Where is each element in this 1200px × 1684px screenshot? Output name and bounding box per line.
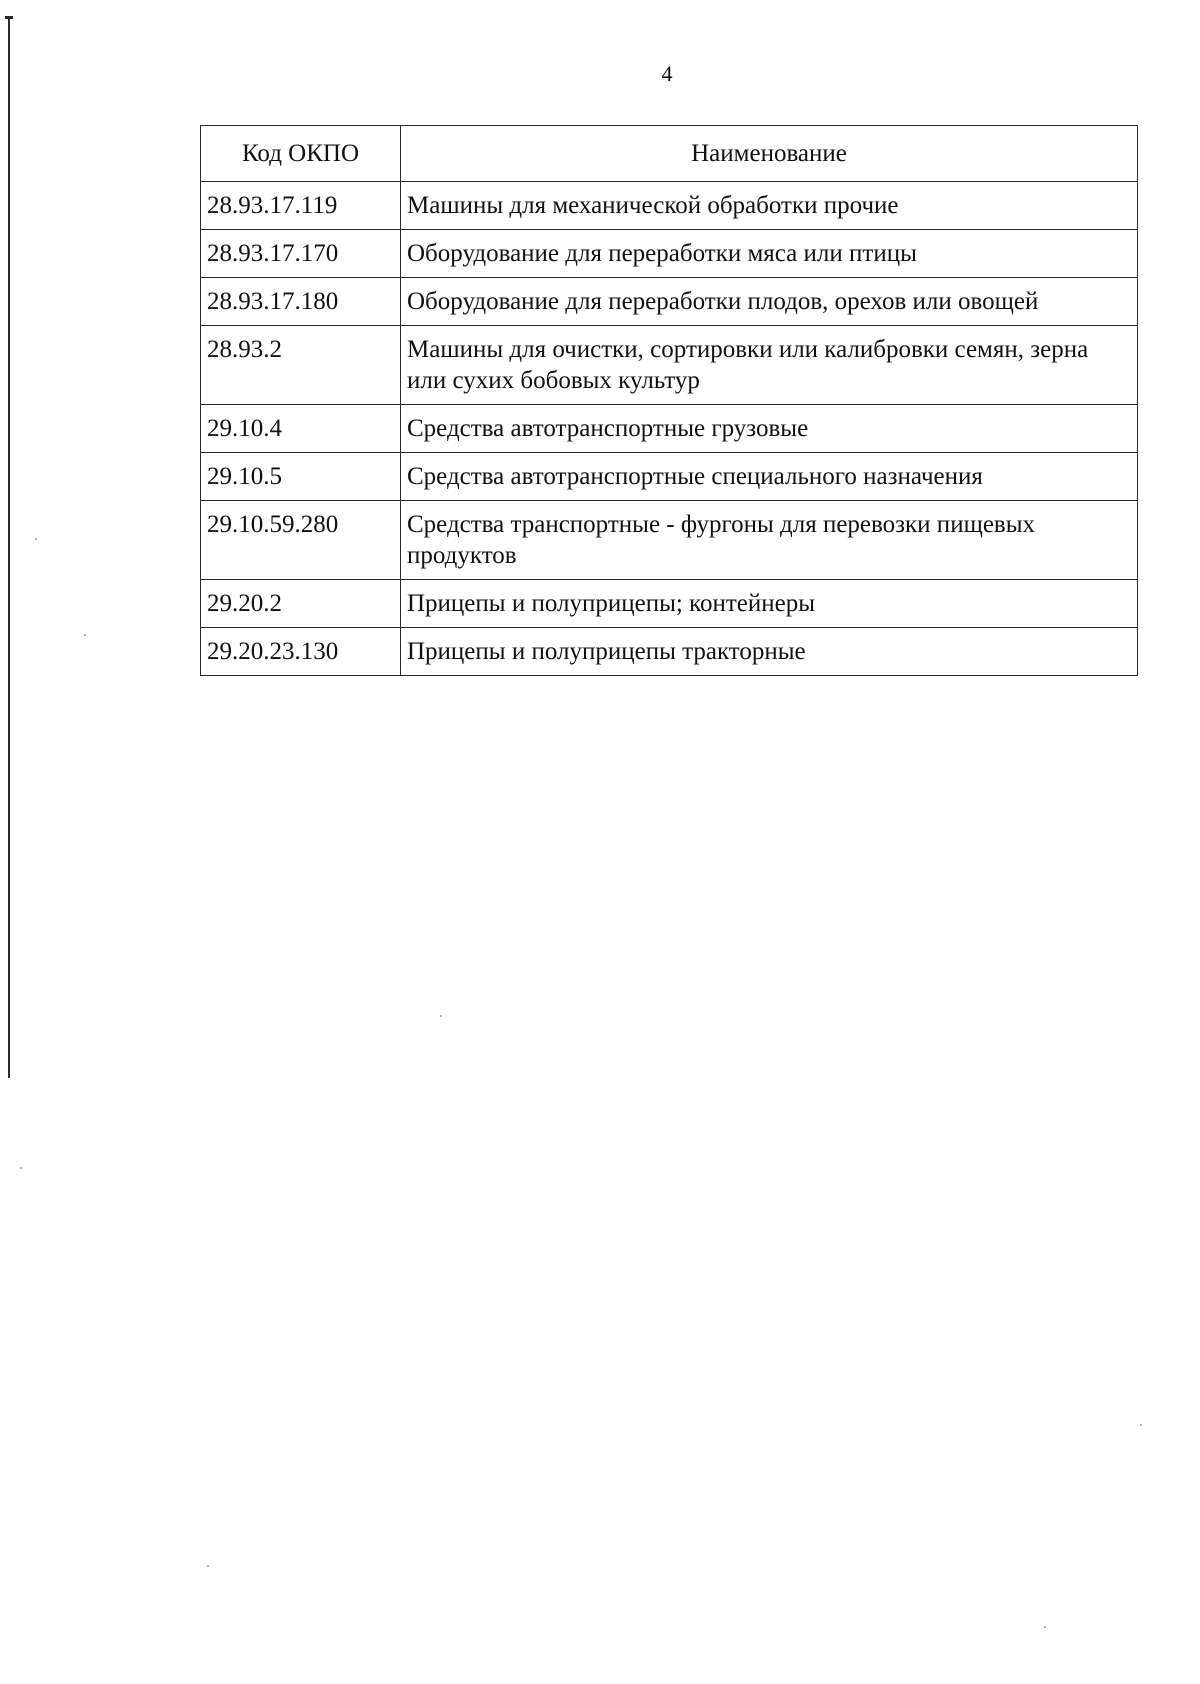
okpo-code-cell: 29.20.23.130: [201, 628, 401, 676]
table-row: [201, 501, 1138, 580]
page-number: 4: [661, 61, 673, 86]
okpo-code-cell: 28.93.17.180: [201, 278, 401, 326]
table-body: [201, 182, 1138, 676]
okpo-code-cell: 29.10.5: [201, 453, 401, 501]
okpo-code-cell: 28.93.17.170: [201, 230, 401, 278]
scan-speck: [440, 1015, 442, 1017]
table-row: [201, 230, 1138, 278]
table-row: [201, 405, 1138, 453]
table-row: [201, 628, 1138, 676]
okpo-code-cell: 29.10.59.280: [201, 501, 401, 580]
scan-speck: [1140, 1424, 1142, 1426]
table-row: [201, 326, 1138, 405]
scan-speck: [20, 1167, 22, 1169]
okpo-code-cell: 28.93.17.119: [201, 182, 401, 230]
okpo-name-cell: Оборудование для переработки мяса или птицы: [401, 230, 1138, 278]
scan-margin-line: [8, 18, 10, 1078]
scan-speck: [35, 538, 37, 540]
header-name: Наименование: [401, 126, 1138, 182]
okpo-name-cell: Машины для очистки, сортировки или калибровки семян, зерна или сухих бобовых культур: [401, 326, 1138, 405]
okpo-name-cell: Средства транспортные - фургоны для перевозки пищевых продуктов: [401, 501, 1138, 580]
okpo-code-cell: 28.93.2: [201, 326, 401, 405]
okpo-code-cell: 29.20.2: [201, 580, 401, 628]
okpo-name-cell: Средства автотранспортные грузовые: [401, 405, 1138, 453]
table-row: [201, 278, 1138, 326]
table-row: [201, 453, 1138, 501]
okpo-code-table: [200, 125, 1138, 676]
table-header: [201, 126, 1138, 182]
scan-speck: [207, 1565, 209, 1567]
header-code: Код ОКПО: [201, 126, 401, 182]
okpo-name-cell: Оборудование для переработки плодов, орехов или овощей: [401, 278, 1138, 326]
okpo-name-cell: Прицепы и полуприцепы тракторные: [401, 628, 1138, 676]
table-header-row: [201, 126, 1138, 182]
table-row: [201, 580, 1138, 628]
okpo-name-cell: Средства автотранспортные специального назначения: [401, 453, 1138, 501]
table-row: [201, 182, 1138, 230]
scan-speck: [84, 634, 86, 636]
scan-speck: [1044, 1626, 1046, 1628]
okpo-name-cell: Прицепы и полуприцепы; контейнеры: [401, 580, 1138, 628]
okpo-code-cell: 29.10.4: [201, 405, 401, 453]
okpo-name-cell: Машины для механической обработки прочие: [401, 182, 1138, 230]
